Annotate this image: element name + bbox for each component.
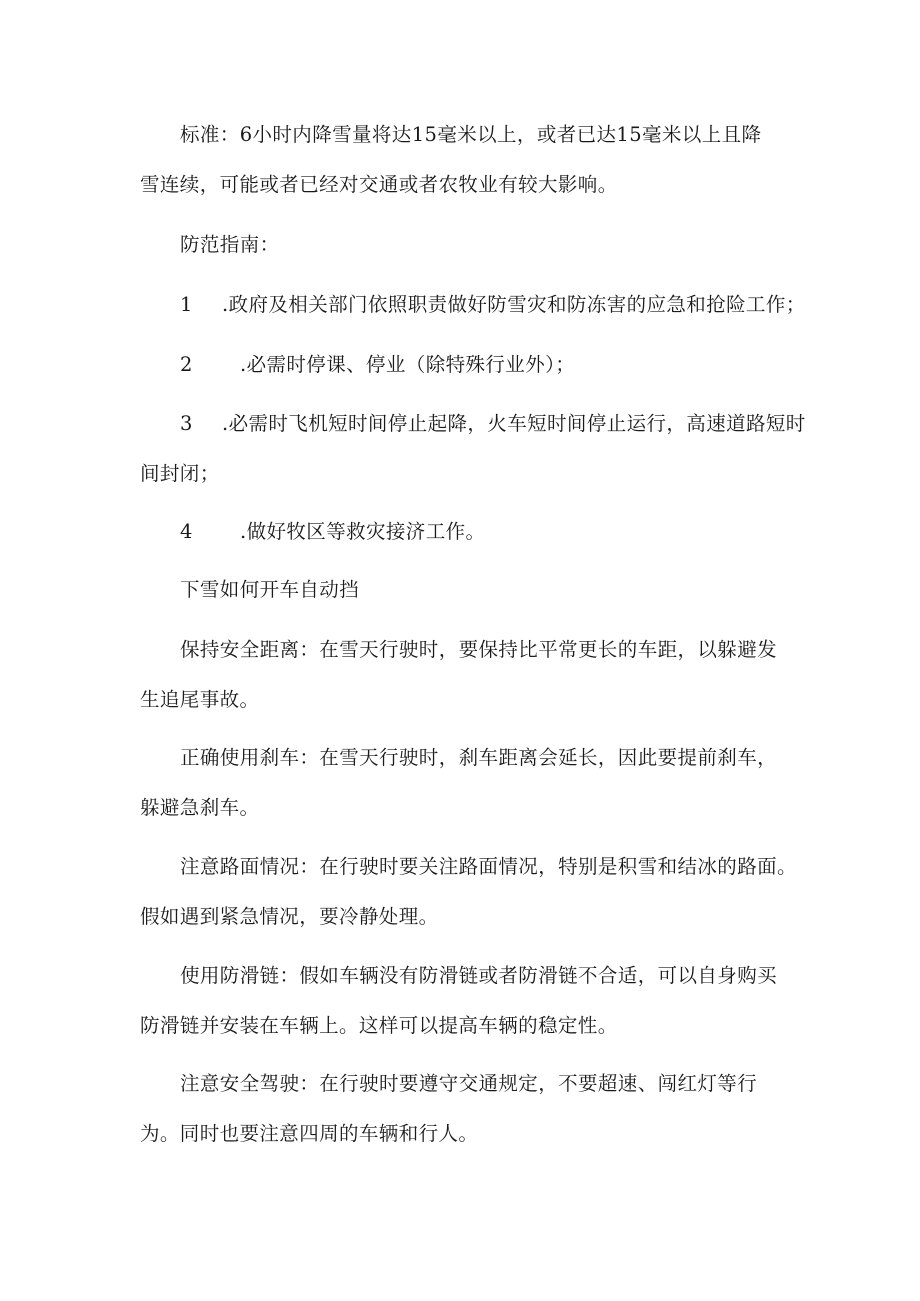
guide-item-number: 1 (180, 293, 193, 316)
guide-item-3 (180, 410, 806, 438)
guide-item-number: 2 (180, 353, 193, 376)
tip-4-line-2: 防滑链并安装在车辆上。这样可以提高车辆的稳定性。 (140, 1014, 618, 1037)
guide-heading: 防范指南： (180, 233, 280, 256)
guide-item-1 (180, 291, 806, 319)
guide-item-text: .政府及相关部门依照职责做好防雪灾和防冻害的应急和抢险工作； (222, 293, 806, 316)
standard-line-2: 雪连续，可能或者已经对交通或者农牧业有较大影响。 (140, 173, 618, 196)
guide-item-2 (180, 351, 575, 379)
standard-line-1: 标准：6小时内降雪量将达15毫米以上，或者已达15毫米以上且降 (180, 123, 762, 146)
guide-item-text: .必需时停课、停业（除特殊行业外）； (240, 353, 576, 376)
tip-4-line-1: 使用防滑链：假如车辆没有防滑链或者防滑链不合适，可以自身购买 (180, 964, 778, 987)
section-title: 下雪如何开车自动挡 (180, 578, 360, 601)
guide-item-text: .做好牧区等救灾接济工作。 (240, 520, 486, 543)
tip-1-line-1: 保持安全距离：在雪天行驶时，要保持比平常更长的车距，以躲避发 (180, 638, 778, 661)
guide-item-4 (180, 518, 485, 546)
guide-item-3-cont: 间封闭； (140, 462, 220, 485)
guide-item-text: .必需时飞机短时间停止起降，火车短时间停止运行，高速道路短时 (222, 412, 806, 435)
tip-5-line-1: 注意安全驾驶：在行驶时要遵守交通规定，不要超速、闯红灯等行 (180, 1072, 758, 1095)
guide-item-number: 4 (180, 520, 193, 543)
tip-1-line-2: 生追尾事故。 (140, 688, 260, 711)
tip-3-line-1: 注意路面情况：在行驶时要关注路面情况，特别是积雪和结冰的路面。 (180, 855, 797, 878)
tip-3-line-2: 假如遇到紧急情况，要冷静处理。 (140, 905, 439, 928)
tip-2-line-1: 正确使用刹车：在雪天行驶时，刹车距离会延长，因此要提前刹车， (180, 746, 778, 769)
tip-2-line-2: 躲避急刹车。 (140, 796, 260, 819)
guide-item-number: 3 (180, 412, 193, 435)
tip-5-line-2: 为。同时也要注意四周的车辆和行人。 (140, 1122, 479, 1145)
